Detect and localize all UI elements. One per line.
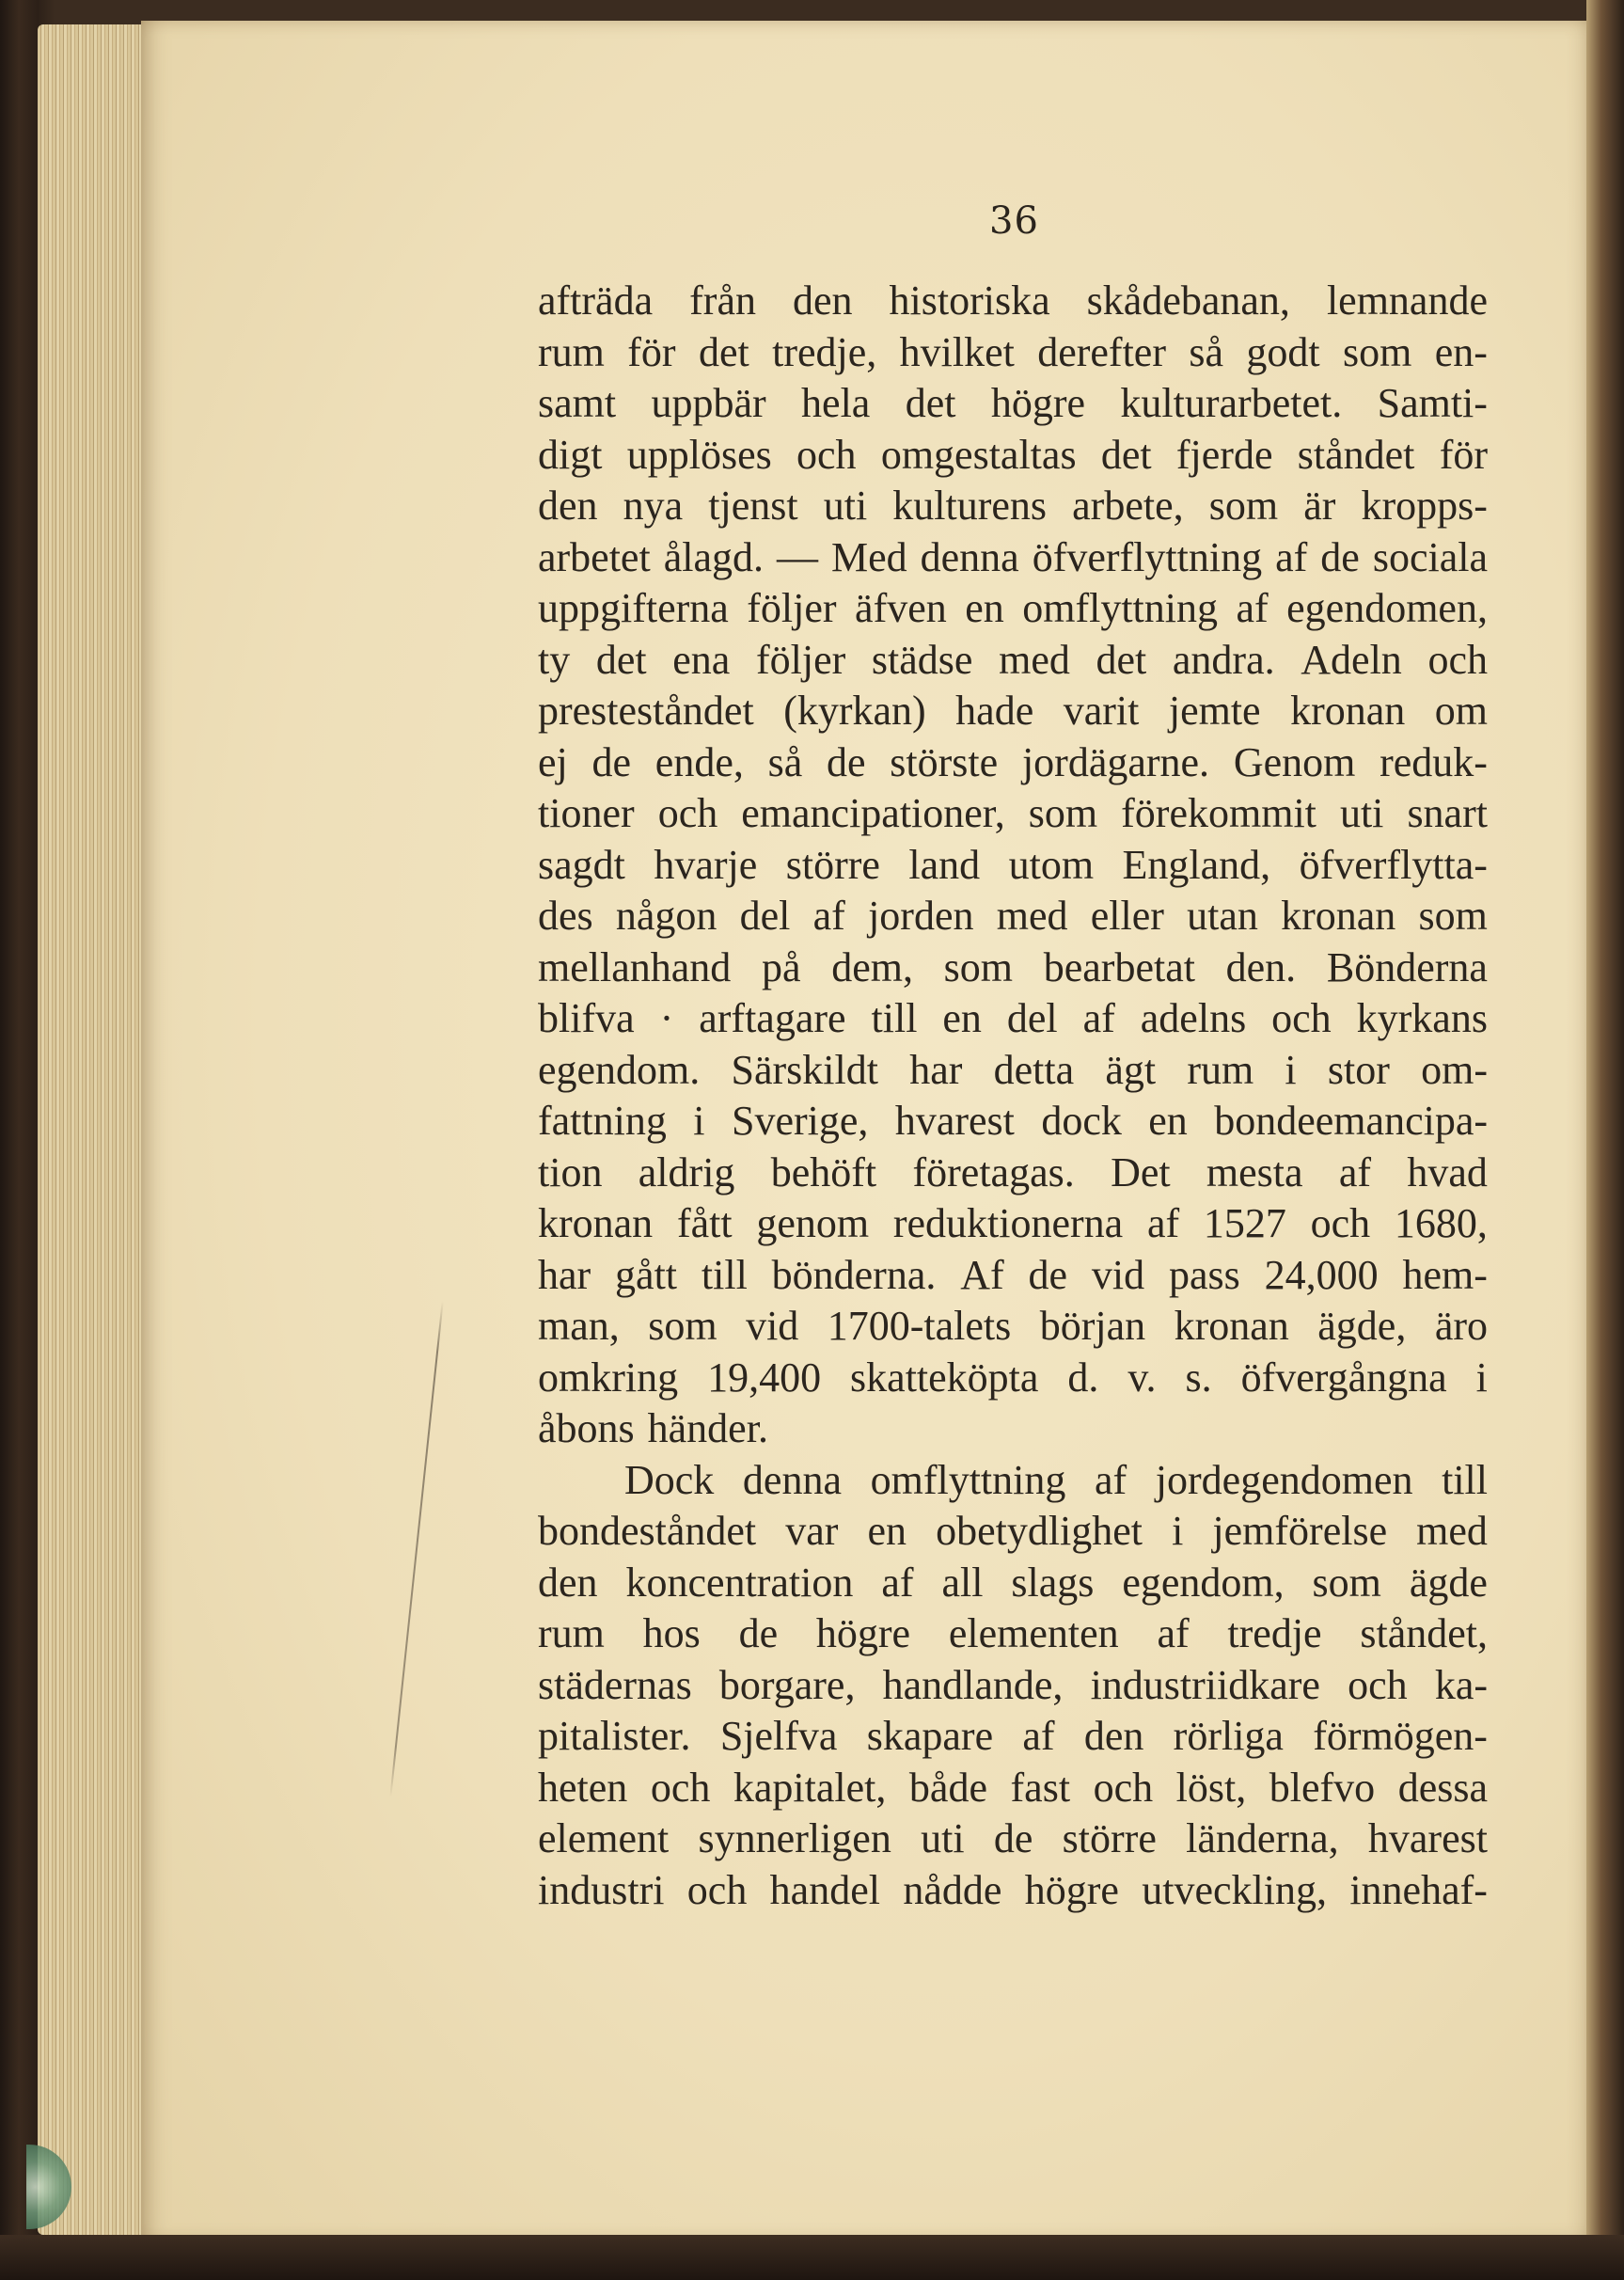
- word: v.: [1127, 1354, 1157, 1401]
- word: städernas: [538, 1661, 692, 1708]
- word: af: [1146, 1200, 1180, 1246]
- word: öfverflyttning: [1032, 533, 1263, 580]
- word: fjerde: [1175, 431, 1273, 478]
- word: utan: [1187, 893, 1258, 939]
- word: ålagd.: [663, 533, 764, 580]
- word: af: [1157, 1610, 1190, 1656]
- word: med: [996, 893, 1068, 939]
- word: tioner: [538, 790, 635, 836]
- word: historiska: [889, 277, 1050, 324]
- word: bondeståndet: [538, 1508, 757, 1554]
- text-line: [538, 1198, 1488, 1250]
- word: egendom,: [1122, 1559, 1285, 1606]
- word: de: [738, 1610, 779, 1656]
- word: så: [1189, 328, 1224, 375]
- word: ka-: [1434, 1661, 1488, 1708]
- text-line: [538, 1865, 1488, 1917]
- word: för: [627, 328, 676, 375]
- word: samt: [538, 380, 617, 426]
- word: fattning: [538, 1098, 667, 1144]
- word: rum: [538, 328, 605, 375]
- word: industriidkare: [1090, 1661, 1320, 1708]
- word: bearbetat: [1043, 943, 1195, 990]
- text-line: [538, 1660, 1488, 1712]
- word: ägde,: [1317, 1303, 1407, 1349]
- word: och: [650, 1764, 711, 1811]
- word: afträda: [538, 277, 654, 324]
- word: man,: [538, 1303, 620, 1349]
- word: stor: [1327, 1046, 1390, 1093]
- word: kropps-: [1361, 483, 1488, 529]
- word: bondeemancipa-: [1214, 1098, 1488, 1144]
- word: blifva: [538, 995, 635, 1041]
- word: från: [689, 277, 756, 324]
- pencil-mark: [389, 1301, 443, 1797]
- word: hos: [642, 1610, 701, 1656]
- text-line: [538, 1455, 1488, 1507]
- word: handel: [769, 1866, 880, 1913]
- word: utveckling,: [1142, 1866, 1327, 1913]
- word: så: [767, 738, 803, 785]
- word: dock: [1041, 1098, 1122, 1144]
- word: tion: [538, 1148, 603, 1195]
- word: 24,000: [1264, 1251, 1379, 1298]
- word: hvarje: [654, 841, 758, 888]
- text-line: [538, 1148, 1488, 1199]
- word: lemnande: [1326, 277, 1488, 324]
- word: större: [1062, 1815, 1157, 1861]
- word: till: [1442, 1456, 1488, 1503]
- word: i: [1475, 1354, 1488, 1401]
- word: blefvo: [1269, 1764, 1376, 1811]
- word: äro: [1434, 1303, 1488, 1349]
- word: både: [908, 1764, 987, 1811]
- word: uti: [921, 1815, 965, 1861]
- word: de: [993, 1815, 1033, 1861]
- word: ståndet: [1297, 431, 1415, 478]
- word: öfvergångna: [1240, 1354, 1447, 1401]
- word: varit: [1063, 688, 1140, 734]
- word: äfven: [855, 585, 947, 631]
- word: och: [1093, 1764, 1154, 1811]
- word: handlande,: [882, 1661, 1064, 1708]
- word: högre: [1024, 1866, 1119, 1913]
- page-number: 36: [989, 199, 1039, 243]
- text-line: [538, 532, 1488, 584]
- cover-edge: [0, 2235, 1624, 2280]
- word: eller: [1090, 893, 1164, 939]
- word: följer: [755, 636, 846, 683]
- text-line: [538, 378, 1488, 430]
- word: högre: [815, 1610, 911, 1656]
- word: ägde: [1409, 1559, 1488, 1606]
- word: egendomen,: [1286, 585, 1488, 631]
- text-line: [538, 1763, 1488, 1814]
- word: omgestaltas: [880, 431, 1077, 478]
- word: och: [1348, 1661, 1408, 1708]
- word: denna: [920, 533, 1019, 580]
- word: s.: [1185, 1354, 1212, 1401]
- word: nådde: [903, 1866, 1002, 1913]
- word: del: [1006, 995, 1058, 1041]
- word: som: [1312, 1559, 1381, 1606]
- word: det: [1096, 636, 1147, 683]
- word: löst,: [1175, 1764, 1247, 1811]
- word: hela: [801, 380, 871, 426]
- word: des: [538, 893, 593, 939]
- word: till: [701, 1251, 748, 1298]
- text-line: [538, 737, 1488, 789]
- word: var: [785, 1508, 839, 1554]
- word: af: [1338, 1148, 1372, 1195]
- word: digt: [538, 431, 603, 478]
- word: uppgifterna: [538, 585, 729, 631]
- text-line: [538, 1250, 1488, 1302]
- word: innehaf-: [1349, 1866, 1488, 1913]
- word: genom: [756, 1200, 870, 1246]
- binding-edge: [1586, 0, 1624, 2280]
- word: och: [1271, 995, 1332, 1041]
- word: de: [1320, 533, 1360, 580]
- word: skatteköpta: [850, 1354, 1039, 1401]
- word: och: [657, 790, 718, 836]
- word: jordegendomen: [1155, 1456, 1413, 1503]
- text-line: [538, 788, 1488, 840]
- word: hem-: [1402, 1251, 1488, 1298]
- word: kronan: [1290, 688, 1406, 734]
- word: det: [1100, 431, 1152, 478]
- text-line: [538, 1096, 1488, 1148]
- word: vid: [1091, 1251, 1145, 1298]
- text-line: [538, 635, 1488, 687]
- word: händer.: [647, 1405, 768, 1451]
- word: i: [1172, 1508, 1184, 1554]
- word: all: [941, 1559, 984, 1606]
- word: rörliga: [1173, 1713, 1284, 1759]
- word: godt: [1246, 328, 1320, 375]
- word: den: [1083, 1713, 1144, 1759]
- body-text: [538, 276, 1488, 1916]
- word: ende,: [654, 738, 744, 785]
- word: har: [909, 1046, 963, 1093]
- word: presteståndet: [538, 688, 754, 734]
- text-line: [538, 1558, 1488, 1609]
- text-line: [538, 1608, 1488, 1660]
- word: rum: [538, 1610, 605, 1656]
- word: den: [793, 277, 853, 324]
- word: kulturens: [892, 483, 1048, 529]
- word: af: [812, 893, 845, 939]
- text-line: [538, 891, 1488, 942]
- word: element: [538, 1815, 670, 1861]
- word: ägt: [1105, 1046, 1157, 1093]
- word: förekommit: [1121, 790, 1317, 836]
- word: obetydlighet: [936, 1508, 1143, 1554]
- word: reduk-: [1380, 738, 1488, 785]
- word: jorden: [868, 893, 974, 939]
- word: snart: [1407, 790, 1488, 836]
- word: borgare,: [718, 1661, 856, 1708]
- word: hvarest: [1367, 1815, 1488, 1861]
- text-line: [538, 1353, 1488, 1404]
- word: ena: [672, 636, 731, 683]
- word: bönderna.: [771, 1251, 937, 1298]
- word: af: [881, 1559, 914, 1606]
- word: början: [1039, 1303, 1146, 1349]
- word: kronan: [538, 1200, 654, 1246]
- word: den: [538, 483, 598, 529]
- word: upplöses: [626, 431, 772, 478]
- word: synnerligen: [698, 1815, 891, 1861]
- word: företagas.: [912, 1148, 1075, 1195]
- word: kronan: [1174, 1303, 1289, 1349]
- word: som: [1418, 893, 1488, 939]
- word: de: [591, 738, 632, 785]
- word: det: [905, 380, 956, 426]
- word: i: [1285, 1046, 1297, 1093]
- word: den: [538, 1559, 598, 1606]
- word: slags: [1011, 1559, 1095, 1606]
- word: och: [796, 431, 857, 478]
- word: öfverflytta-: [1299, 841, 1488, 888]
- word: de: [1028, 1251, 1068, 1298]
- word: sociala: [1372, 533, 1488, 580]
- text-line: [538, 686, 1488, 737]
- word: dessa: [1397, 1764, 1488, 1811]
- word: ståndet,: [1360, 1610, 1488, 1656]
- word: med: [999, 636, 1070, 683]
- word: Adeln: [1301, 636, 1402, 683]
- word: på: [761, 943, 801, 990]
- text-line: [538, 583, 1488, 635]
- word: pass: [1169, 1251, 1240, 1298]
- word: dem,: [831, 943, 913, 990]
- word: det: [595, 636, 647, 683]
- word: (kyrkan): [783, 688, 926, 734]
- word: omflyttning: [1022, 585, 1219, 631]
- word: skapare: [866, 1713, 994, 1759]
- word: en: [867, 1508, 907, 1554]
- word: har: [538, 1251, 591, 1298]
- text-line: [538, 840, 1488, 892]
- word: fast: [1010, 1764, 1071, 1811]
- word: och: [686, 1866, 748, 1913]
- text-line: [538, 1813, 1488, 1865]
- word: uti: [823, 483, 868, 529]
- word: hade: [955, 688, 1034, 734]
- word: det: [698, 328, 749, 375]
- word: 1680,: [1394, 1200, 1488, 1246]
- word: kapitalet,: [733, 1764, 887, 1811]
- word: som: [943, 943, 1014, 990]
- word: 1527: [1203, 1200, 1286, 1246]
- word: kyrkans: [1356, 995, 1488, 1041]
- word: som: [1208, 483, 1279, 529]
- text-line: [538, 430, 1488, 482]
- word: rum: [1187, 1046, 1254, 1093]
- word: om-: [1421, 1046, 1488, 1093]
- word: tjenst: [708, 483, 798, 529]
- word: arftagare: [699, 995, 846, 1041]
- word: hvad: [1407, 1148, 1488, 1195]
- text-line: [538, 1403, 1488, 1455]
- word: arbete,: [1072, 483, 1184, 529]
- word: jordägarne.: [1021, 738, 1210, 785]
- word: en: [1148, 1098, 1188, 1144]
- word: högre: [990, 380, 1086, 426]
- word: adelns: [1140, 995, 1247, 1041]
- word: sagdt: [538, 841, 625, 888]
- word: städse: [871, 636, 973, 683]
- word: industri: [538, 1866, 665, 1913]
- word: någon: [615, 893, 717, 939]
- word: aldrig: [638, 1148, 735, 1195]
- word: ·: [659, 995, 674, 1041]
- text-line: [538, 1506, 1488, 1558]
- word: derefter: [1037, 328, 1166, 375]
- word: för: [1439, 431, 1488, 478]
- word: Särskildt: [731, 1046, 878, 1093]
- word: af: [1082, 995, 1115, 1041]
- text-line: [538, 1301, 1488, 1353]
- word: kulturarbetet.: [1120, 380, 1343, 426]
- word: detta: [993, 1046, 1075, 1093]
- word: Bönderna: [1326, 943, 1488, 990]
- word: fått: [676, 1200, 733, 1246]
- word: af: [1094, 1456, 1127, 1503]
- word: om: [1434, 688, 1488, 734]
- word: uti: [1339, 790, 1384, 836]
- word: af: [1022, 1713, 1055, 1759]
- word: i: [693, 1098, 705, 1144]
- word: störste: [890, 738, 999, 785]
- text-line: [538, 276, 1488, 327]
- word: denna: [742, 1456, 842, 1503]
- word: Dock: [624, 1456, 715, 1503]
- word: nya: [623, 483, 684, 529]
- word: omkring: [538, 1354, 679, 1401]
- word: till: [871, 995, 918, 1041]
- word: behöft: [770, 1148, 877, 1195]
- word: Samti-: [1377, 380, 1488, 426]
- text-line: [538, 481, 1488, 532]
- text-line: [538, 993, 1488, 1045]
- word: hvilket: [899, 328, 1015, 375]
- word: utom: [1008, 841, 1095, 888]
- word: tredje: [1227, 1610, 1322, 1656]
- word: åbons: [538, 1405, 635, 1451]
- word: land: [908, 841, 981, 888]
- text-line: [538, 327, 1488, 379]
- word: mesta: [1206, 1148, 1303, 1195]
- word: arbetet: [538, 533, 651, 580]
- word: andra.: [1172, 636, 1275, 683]
- word: uppbär: [651, 380, 766, 426]
- word: Det: [1111, 1148, 1171, 1195]
- word: Sjelfva: [719, 1713, 838, 1759]
- word: hvarest: [894, 1098, 1015, 1144]
- word: koncentration: [625, 1559, 854, 1606]
- word: af: [1275, 533, 1308, 580]
- word: en: [965, 585, 1004, 631]
- word: elementen: [948, 1610, 1119, 1656]
- word: ej: [538, 738, 568, 785]
- word: är: [1303, 483, 1336, 529]
- word: ty: [538, 636, 571, 683]
- word: —: [777, 533, 818, 580]
- word: kronan: [1281, 893, 1396, 939]
- word: jemte: [1168, 688, 1261, 734]
- word: 1700-talets: [827, 1303, 1012, 1349]
- word: vid: [746, 1303, 799, 1349]
- word: emancipationer,: [741, 790, 1005, 836]
- word: 19,400: [707, 1354, 822, 1401]
- word: omflyttning: [870, 1456, 1066, 1503]
- word: förmögen-: [1313, 1713, 1488, 1759]
- word: egendom.: [538, 1046, 701, 1093]
- word: en: [942, 995, 982, 1041]
- text-line: [538, 942, 1488, 994]
- word: England,: [1122, 841, 1271, 888]
- word: d.: [1067, 1354, 1099, 1401]
- text-line: [538, 1711, 1488, 1763]
- word: pitalister.: [538, 1713, 691, 1759]
- word: skådebanan,: [1086, 277, 1290, 324]
- word: af: [1236, 585, 1269, 631]
- word: följer: [747, 585, 837, 631]
- word: som: [648, 1303, 717, 1349]
- word: jemförelse: [1212, 1508, 1388, 1554]
- word: del: [739, 893, 791, 939]
- word: med: [1416, 1508, 1488, 1554]
- word: och: [1310, 1200, 1371, 1246]
- word: länderna,: [1186, 1815, 1339, 1861]
- word: och: [1427, 636, 1488, 683]
- word: som: [1028, 790, 1098, 836]
- word: en-: [1434, 328, 1488, 375]
- word: reduktionerna: [892, 1200, 1124, 1246]
- word: större: [785, 841, 880, 888]
- word: mellanhand: [538, 943, 732, 990]
- word: Med: [831, 533, 907, 580]
- word: Af: [960, 1251, 1004, 1298]
- word: den.: [1225, 943, 1297, 990]
- word: heten: [538, 1764, 628, 1811]
- text-line: [538, 1045, 1488, 1097]
- word: gått: [615, 1251, 678, 1298]
- word: som: [1343, 328, 1412, 375]
- word: Genom: [1233, 738, 1356, 785]
- word: tredje,: [772, 328, 877, 375]
- word: de: [827, 738, 866, 785]
- word: Sverige,: [731, 1098, 869, 1144]
